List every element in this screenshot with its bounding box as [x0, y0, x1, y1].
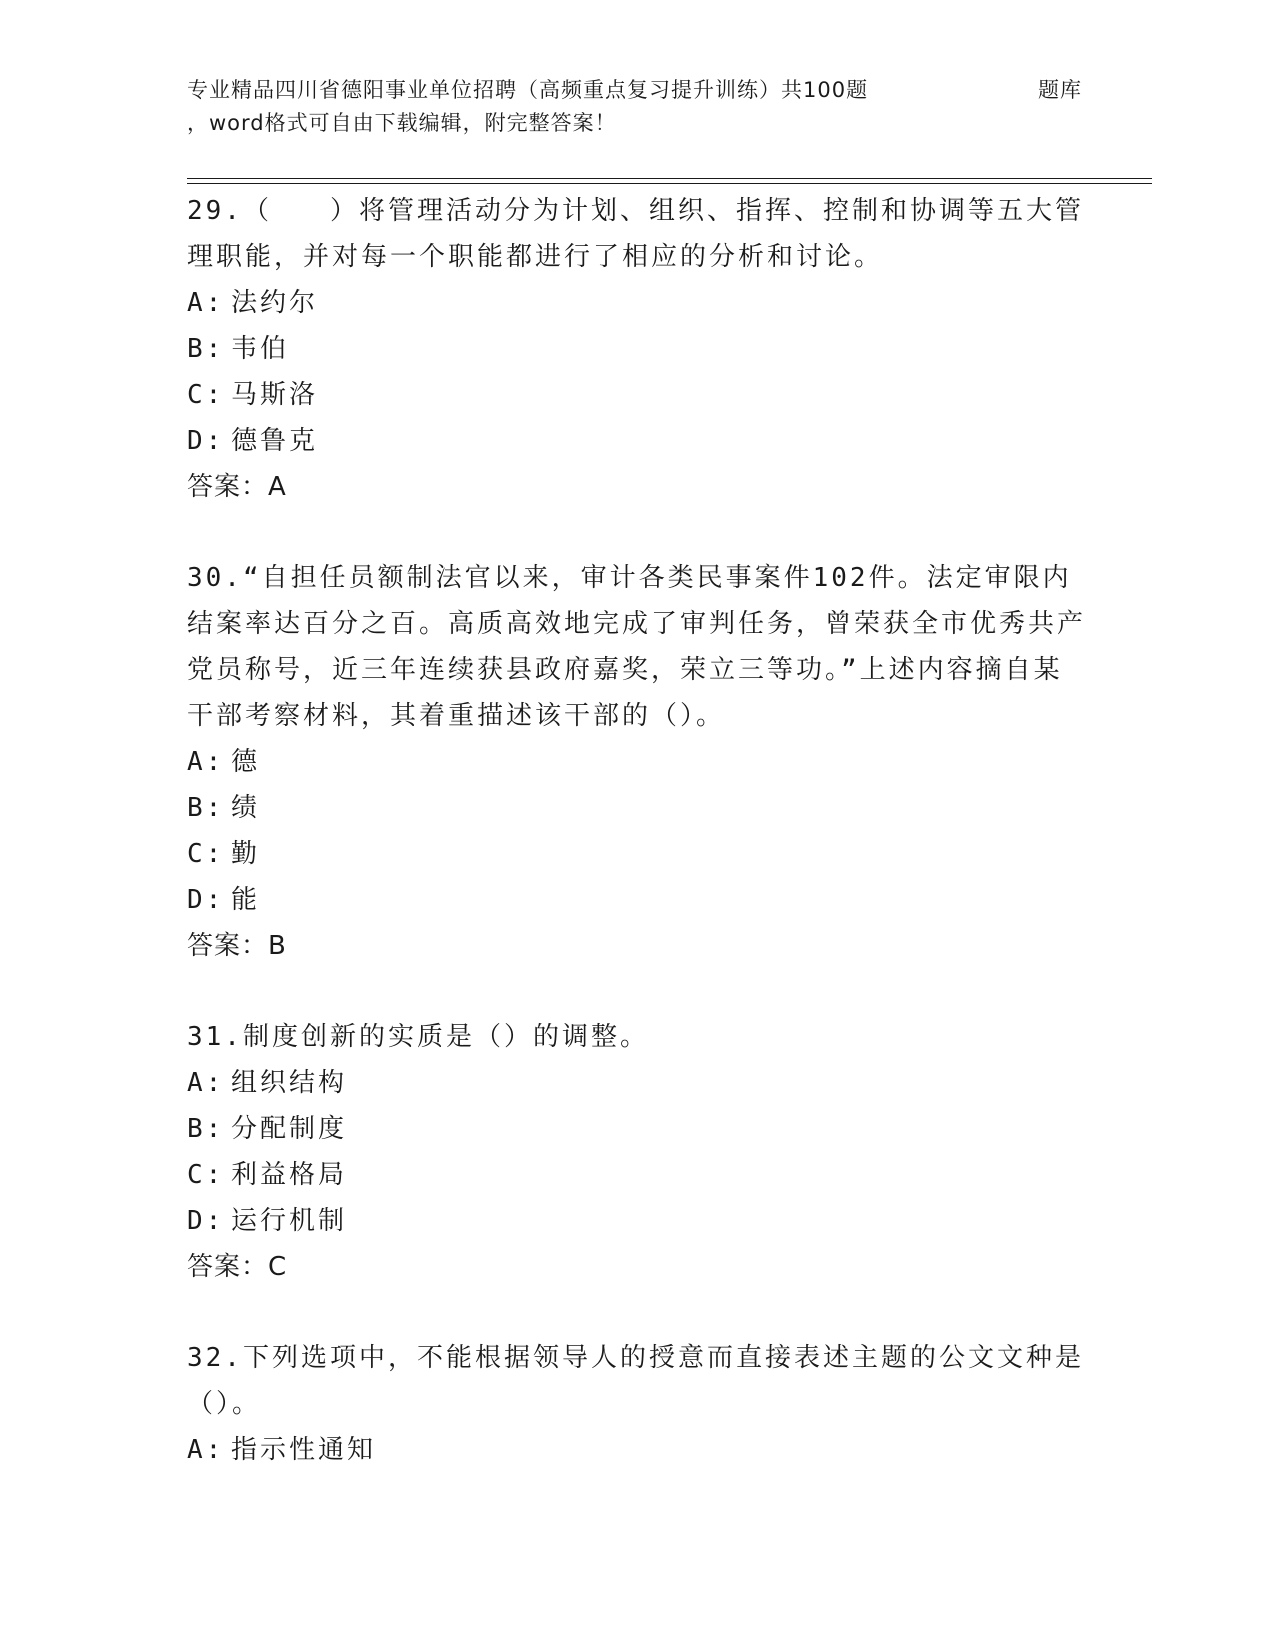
option-key: A: [187, 747, 225, 777]
question-stem: 32.下列选项中，不能根据领导人的授意而直接表述主题的公文文种是（）。 [187, 1343, 1084, 1419]
question-29 [187, 188, 1087, 510]
option-text: 能 [231, 885, 261, 915]
header-title: 专业精品四川省德阳事业单位招聘（高频重点复习提升训练）共100题 [187, 78, 869, 102]
question-32 [187, 1335, 1087, 1473]
question-stem: 29.（ ）将管理活动分为计划、组织、指挥、控制和协调等五大管理职能，并对每一个职能都进行了相应的分析和讨论。 [187, 196, 1084, 272]
option-text: 运行机制 [231, 1206, 348, 1236]
option-key: B: [187, 1114, 225, 1144]
option-key: B: [187, 793, 225, 823]
option-text: 法约尔 [231, 288, 319, 318]
option-text: 德 [231, 747, 261, 777]
question-stem: 30.“自担任员额制法官以来，审计各类民事案件102件。法定审限内结案率达百分之百。高质高效地完成了审判任务，曾荣获全市优秀共产党员称号，近三年连续获县政府嘉奖，荣立三等功。”上述内容摘自某干部考察材料，其着重描述该干部的（）。 [187, 563, 1087, 731]
option-text: 韦伯 [231, 334, 290, 364]
header-tag: 题库 [1038, 78, 1082, 102]
option-c [187, 372, 1087, 418]
option-d [187, 877, 1087, 923]
option-key: D: [187, 885, 225, 915]
option-text: 绩 [231, 793, 261, 823]
option-key: C: [187, 380, 225, 410]
option-text: 勤 [231, 839, 261, 869]
option-a [187, 1427, 1087, 1473]
option-text: 指示性通知 [231, 1435, 377, 1465]
option-key: D: [187, 426, 225, 456]
document-header [187, 74, 1087, 140]
option-key: A: [187, 1068, 225, 1098]
option-key: D: [187, 1206, 225, 1236]
question-list [187, 188, 1087, 1473]
header-title-line [187, 74, 1087, 107]
option-text: 马斯洛 [231, 380, 319, 410]
option-d [187, 418, 1087, 464]
option-b [187, 1106, 1087, 1152]
question-stem: 31.制度创新的实质是（）的调整。 [187, 1022, 649, 1052]
option-text: 组织结构 [231, 1068, 348, 1098]
option-a [187, 280, 1087, 326]
option-key: B: [187, 334, 225, 364]
option-key: A: [187, 288, 225, 318]
option-text: 利益格局 [231, 1160, 348, 1190]
answer-line: 答案：C [187, 1252, 288, 1282]
option-b [187, 326, 1087, 372]
option-a [187, 739, 1087, 785]
header-subtitle: ，word格式可自由下载编辑，附完整答案！ [187, 111, 617, 135]
answer-line: 答案：A [187, 472, 287, 502]
option-text: 分配制度 [231, 1114, 348, 1144]
option-key: C: [187, 1160, 225, 1190]
option-a [187, 1060, 1087, 1106]
question-31 [187, 1014, 1087, 1290]
option-c [187, 1152, 1087, 1198]
question-30 [187, 555, 1087, 969]
option-key: C: [187, 839, 225, 869]
option-c [187, 831, 1087, 877]
header-divider-bottom [187, 183, 1152, 184]
answer-line: 答案：B [187, 931, 287, 961]
option-b [187, 785, 1087, 831]
option-text: 德鲁克 [231, 426, 319, 456]
option-key: A: [187, 1435, 225, 1465]
header-divider-top [187, 178, 1152, 179]
option-d [187, 1198, 1087, 1244]
